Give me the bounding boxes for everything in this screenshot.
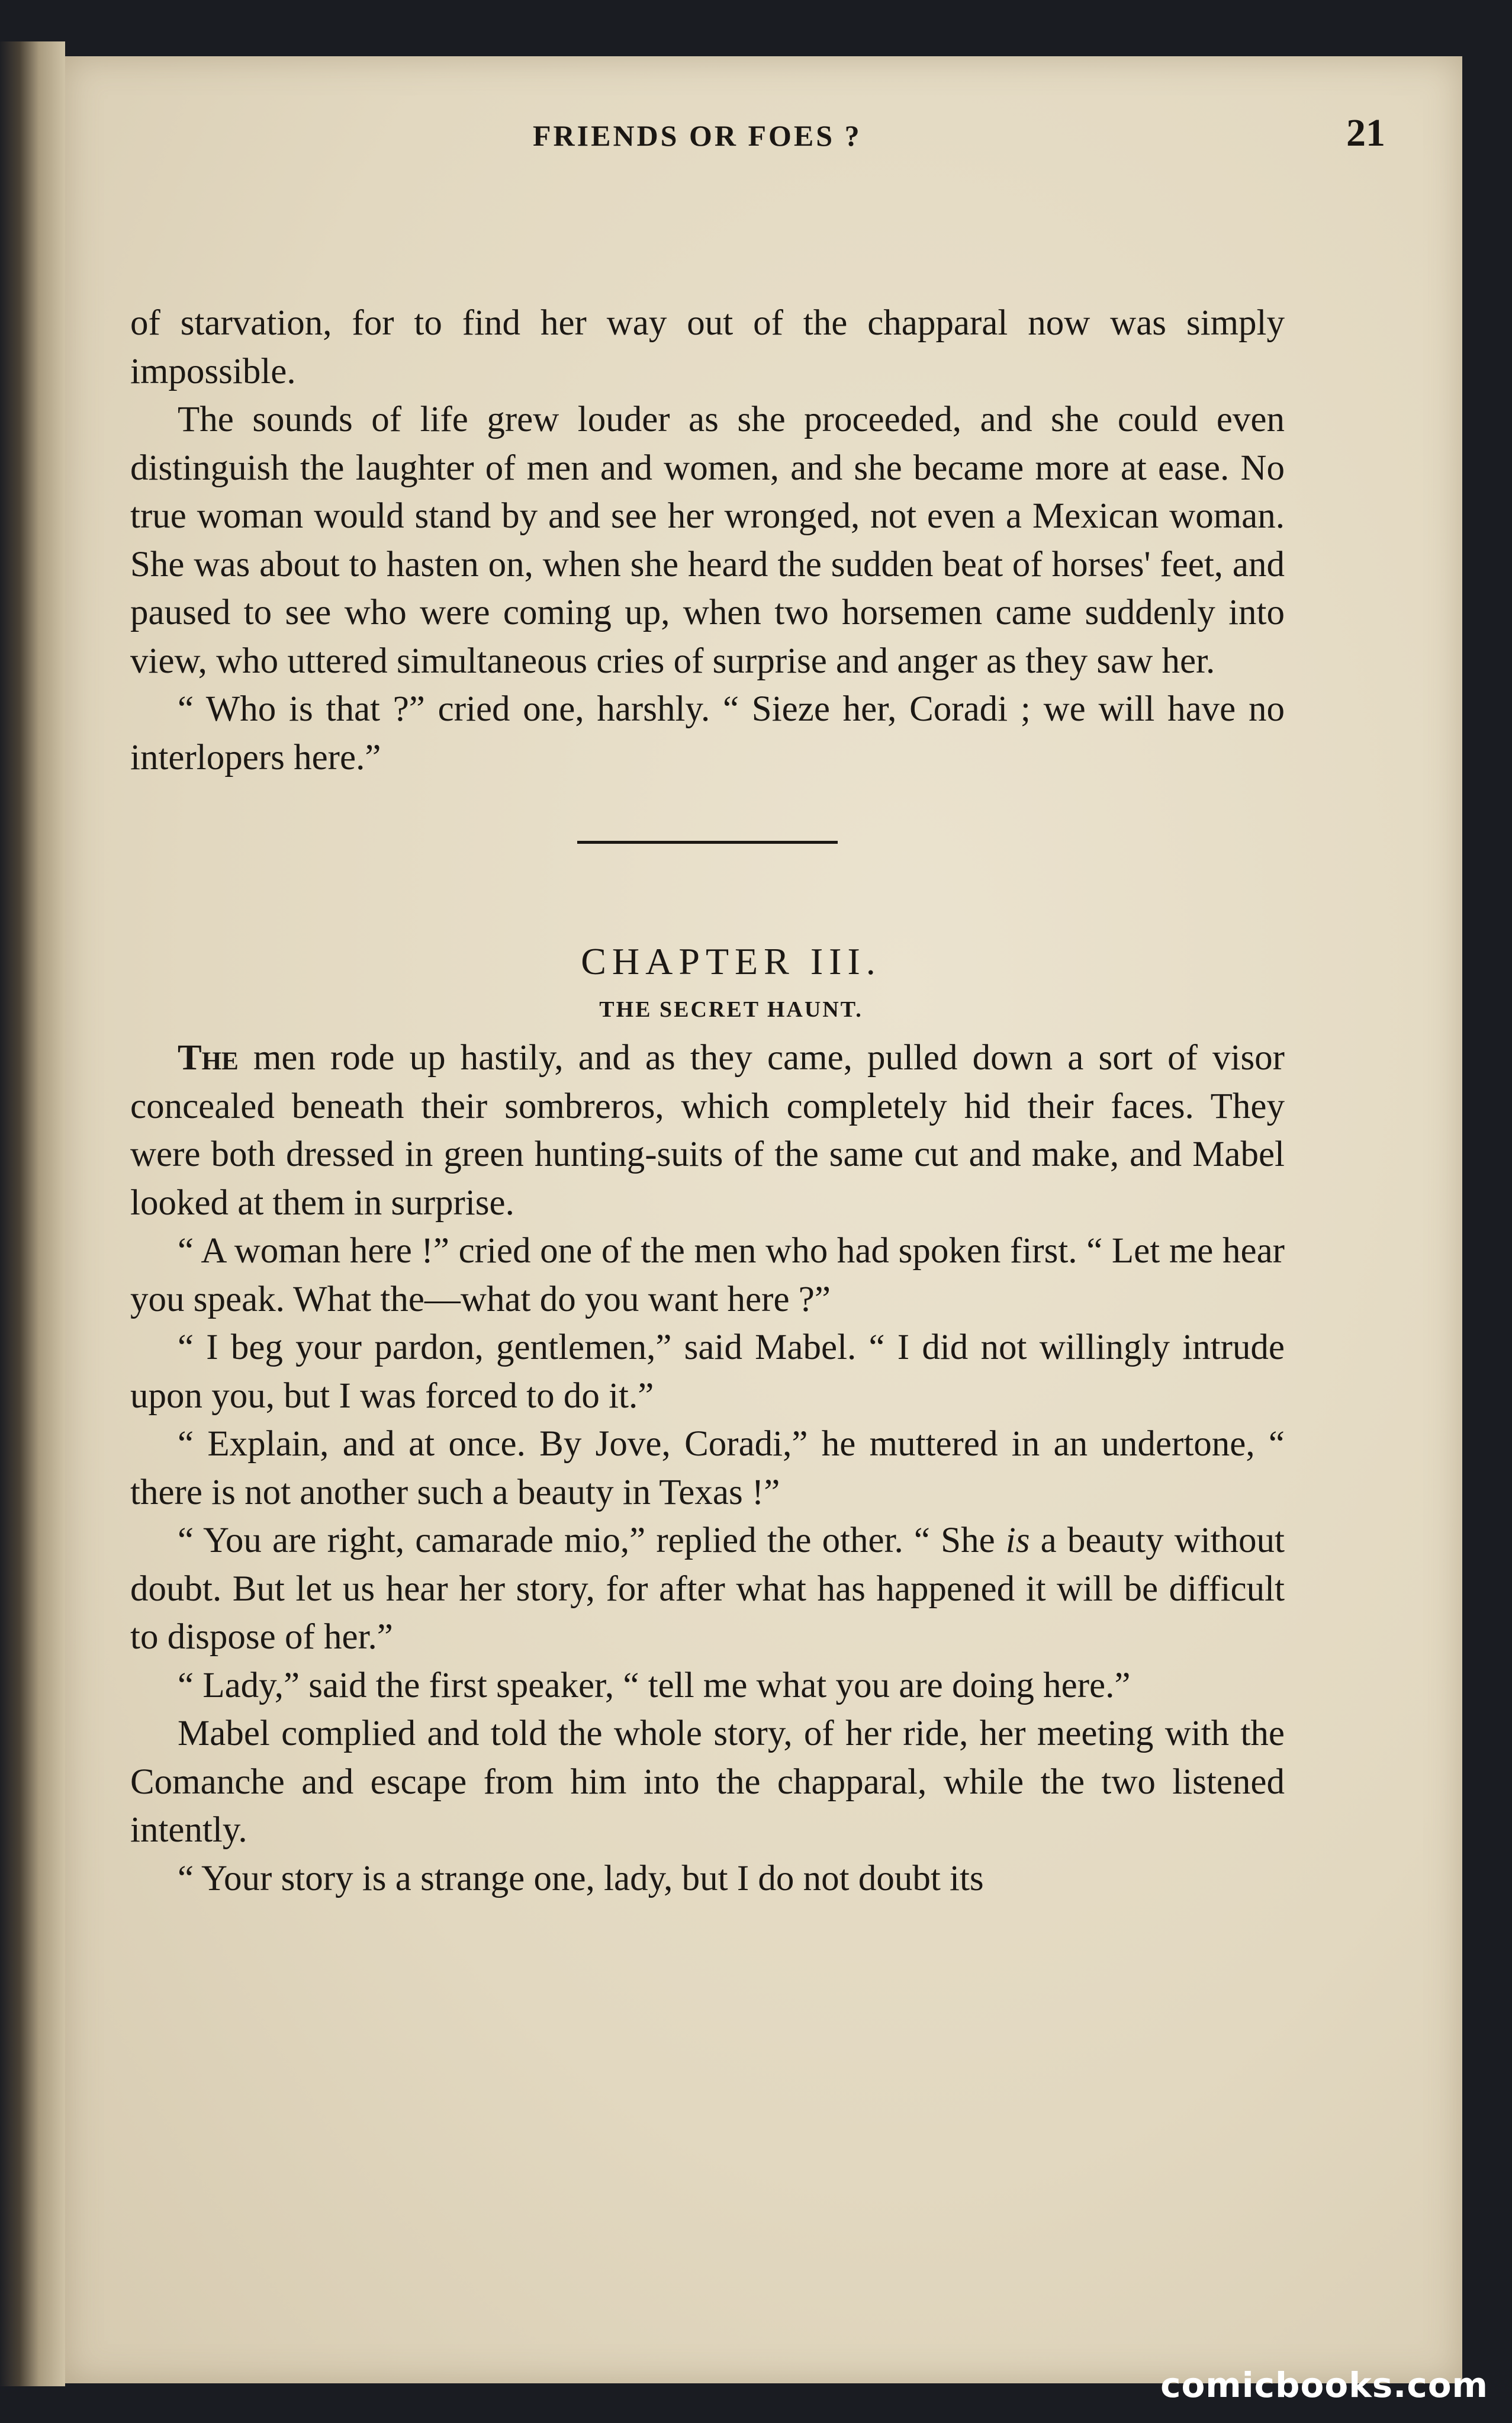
paragraph: “ Explain, and at once. By Jove, Coradi,” he muttered in an undertone, “ there is not another such a beauty in Texas !” <box>130 1424 1285 1512</box>
paragraph: “ Who is that ?” cried one, harshly. “ Sieze her, Coradi ; we will have no interlopers here.” <box>130 689 1285 777</box>
book-page <box>65 56 1462 2383</box>
paragraph <box>130 1034 1285 1227</box>
section-rule <box>577 841 838 844</box>
emphasis: is <box>1005 1521 1030 1560</box>
left-page-edge <box>0 41 65 2386</box>
paragraph <box>130 1516 1285 1662</box>
chapter-subtitle: THE SECRET HAUNT. <box>599 997 863 1022</box>
paragraph: of starvation, for to find her way out of the chapparal now was simply impossible. <box>130 303 1285 391</box>
running-title: FRIENDS OR FOES ? <box>533 119 862 152</box>
paragraph: “ Lady,” said the first speaker, “ tell me what you are doing here.” <box>178 1665 1131 1705</box>
lead-word: The <box>178 1038 239 1078</box>
paragraph-text: a beauty without doubt. But let us hear her story, for after what has happened it will be difficult to dispose of her.” <box>130 1521 1285 1657</box>
paragraph: “ A woman here !” cried one of the men who had spoken first. “ Let me hear you speak. What the—what do you want here ?” <box>130 1231 1285 1319</box>
paragraph: “ I beg your pardon, gentlemen,” said Mabel. “ I did not willingly intrude upon you, but I was forced to do it.” <box>130 1328 1285 1416</box>
page-number: 21 <box>1346 111 1385 155</box>
paragraph: Mabel complied and told the whole story, of her ride, her meeting with the Comanche and escape from him into the chapparal, while the two listened intently. <box>130 1714 1285 1850</box>
paragraph: The sounds of life grew louder as she proceeded, and she could even distinguish the laughter of men and women, and she became more at ease. No true woman would stand by and see her wronged, not even a Mexican woman. She was about to hasten on, when she heard the sudden beat of horses' feet, and paused to see who were coming up, when two horsemen came suddenly into view, who uttered simultaneous cries of surprise and anger as they saw her. <box>130 400 1285 681</box>
paragraph-text: men rode up hastily, and as they came, pulled down a sort of visor concealed beneath their sombreros, which completely hid their faces. They were both dressed in green hunting-suits of the same cut and make, and Mabel looked at them in surprise. <box>130 1038 1285 1223</box>
chapter-heading: CHAPTER III. <box>581 940 882 982</box>
paragraph: “ Your story is a strange one, lady, but I do not doubt its <box>178 1858 984 1898</box>
paragraph-text: “ You are right, camarade mio,” replied the other. “ She <box>178 1521 1006 1560</box>
body-text <box>130 299 1285 1903</box>
watermark: comicbooks.com <box>1160 2365 1488 2405</box>
